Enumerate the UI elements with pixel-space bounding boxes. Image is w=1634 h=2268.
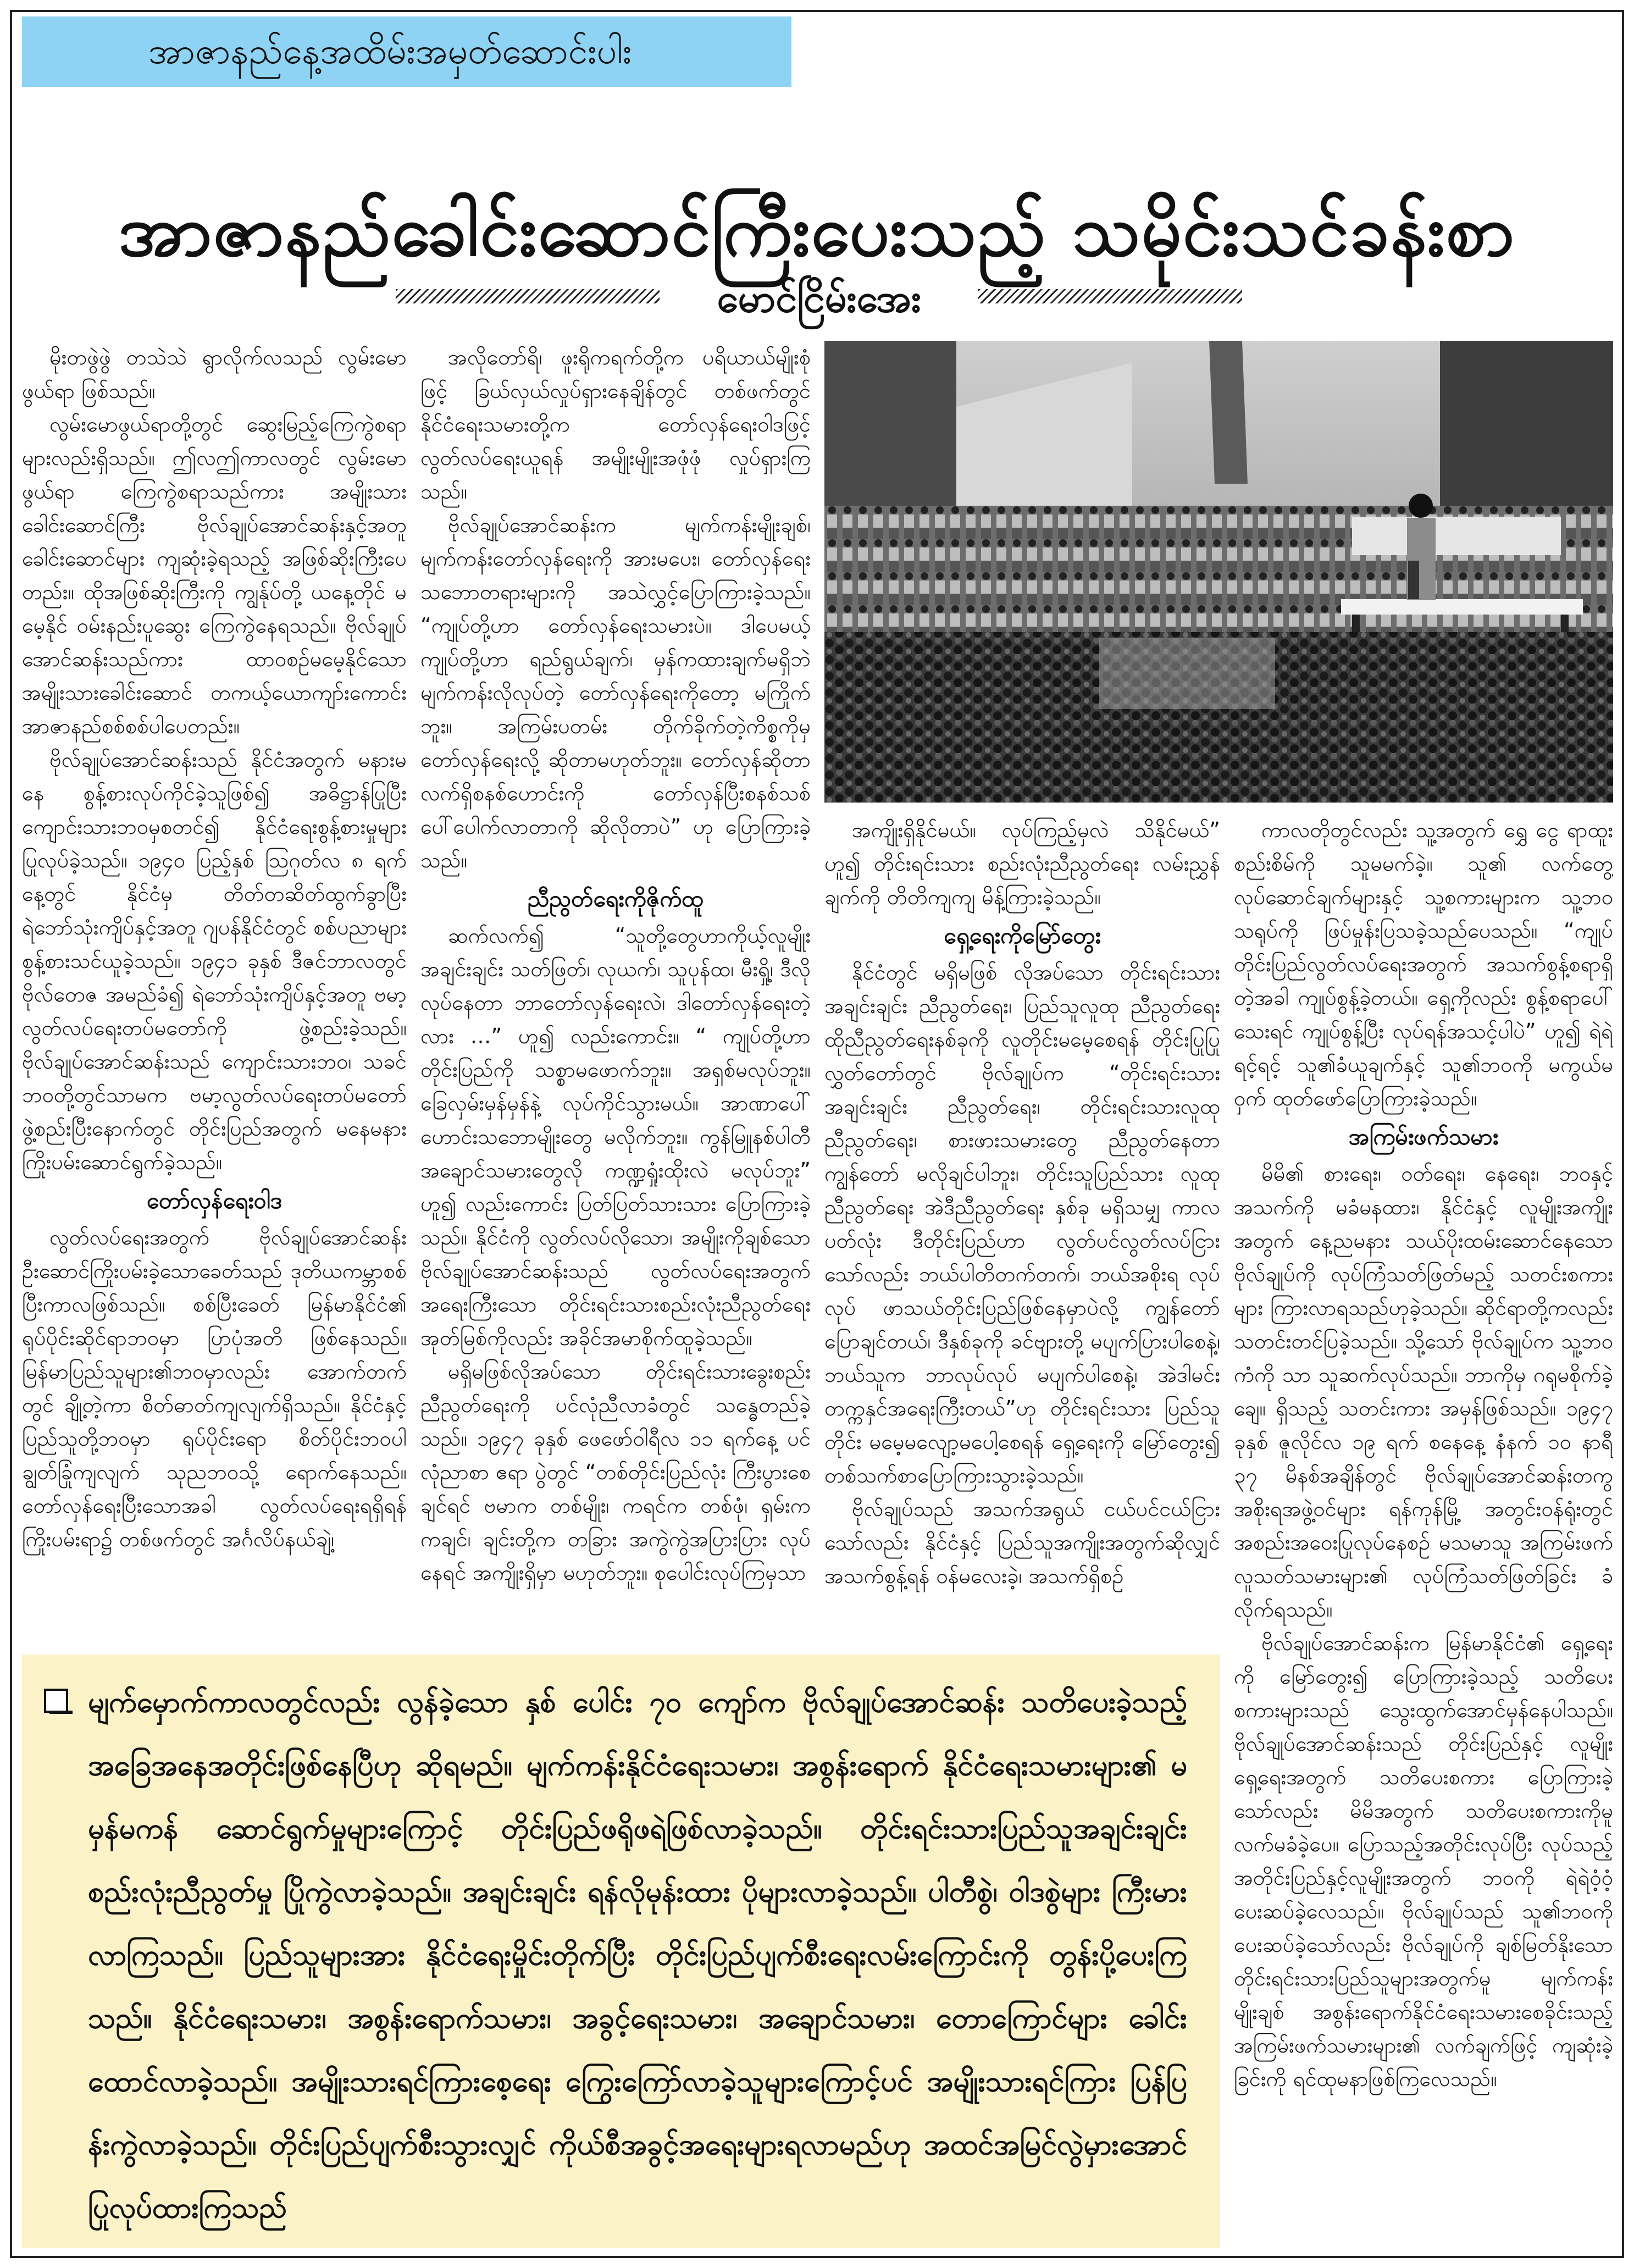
paragraph: အကျိုးရှိနိုင်မယ်။ လုပ်ကြည့်မှလဲ သိနိုင်မယ်” ဟူ၍ တိုင်းရင်းသား စည်းလုံးညီညွတ်ရေး လမ်းညွှန်ချက်ကို တိတိကျကျ မိန့်ကြားခဲ့သည်။ <box>824 818 1220 909</box>
column-2 <box>420 341 811 1649</box>
column-4 <box>1234 814 1613 2237</box>
paragraph: မိမိ၏ စားရေး၊ ဝတ်ရေး၊ နေရေး၊ ဘဝနှင့် အသက်ကို မခံမနထား၊ နိုင်ငံနှင့် လူမျိုးအကျိုးအတွက် နေ့ညမနား သယ်ပိုးထမ်းဆောင်နေသော ဗိုလ်ချုပ်ကို လုပ်ကြံသတ်ဖြတ်မည့် သတင်းစကားများ ကြားလာရသည်ဟုခဲ့သည်။ ဆိုင်ရာတို့ကလည်း သတင်းတင်ပြခဲ့သည်။ သို့သော် ဗိုလ်ချုပ်က သူ့ဘဝကံကို သာ သူဆက်လုပ်သည်။ ဘာကိုမှ ဂရုမစိုက်ခဲ့ချေ။ ရှိသည့် သတင်းကား အမှန်ဖြစ်သည်။ ၁၉၄၇ ခုနှစ် ဇူလိုင်လ ၁၉ ရက် စနေနေ့ နံနက် ၁၀ နာရီ ၃၇ မိနစ်အချိန်တွင် ဗိုလ်ချုပ်အောင်ဆန်းတကွ အစိုးရအဖွဲ့ဝင်များ ရန်ကုန်မြို့ အတွင်းဝန်ရုံးတွင် အစည်းအဝေးပြုလုပ်နေစဉ် မသမာသူ အကြမ်းဖက် လူသတ်သမားများ၏ လုပ်ကြံသတ်ဖြတ်ခြင်း ခံလိုက်ရသည်။ <box>1234 1161 1613 1622</box>
historical-photo <box>824 341 1613 803</box>
paragraph: မရှိမဖြစ်လိုအပ်သော တိုင်းရင်းသားခွေးစည်း ညီညွတ်ရေးကို ပင်လုံညီလာခံတွင် သန္ဓေတည်ခဲ့သည်။ ၁၉၄၇ ခုနှစ် ဖေဖော်ဝါရီလ ၁၁ ရက်နေ့ ပင်လုံညာစာ ဧရာ ပွဲတွင် “တစ်တိုင်းပြည်လုံး ကြီးပွားစေချင်ရင် ဗမာက တစ်မျိုး၊ ကရင်က တစ်ဖုံ၊ ရှမ်းက ကချင်၊ ချင်းတို့က တခြား အကွဲကွဲအပြားပြား လုပ်နေရင် အကျိုးရှိမှာ မဟုတ်ဘူး။ စုပေါင်းလုပ်ကြမှသာ <box>420 1359 811 1585</box>
checkbox-bullet-icon <box>44 1689 68 1713</box>
ornament-left <box>396 289 660 303</box>
column-1 <box>22 341 407 1649</box>
paragraph: ဗိုလ်ချုပ်အောင်ဆန်းသည် နိုင်ငံအတွက် မနားမနေ စွန့်စားလုပ်ကိုင်ခဲ့သူဖြစ်၍ အဓိဋ္ဌာန်ပြုပြီး ကျောင်းသားဘဝမှစတင်၍ နိုင်ငံရေးစွန့်စားမှုများ ပြုလုပ်ခဲ့သည်။ ၁၉၄၀ ပြည့်နှစ် ဩဂုတ်လ ၈ ရက်နေ့တွင် နိုင်ငံမှ တိတ်တဆိတ်ထွက်ခွာပြီး ရဲဘော်သုံးကျိပ်နှင့်အတူ ဂျပန်နိုင်ငံတွင် စစ်ပညာများ စွန့်စားသင်ယူခဲ့သည်။ ၁၉၄၁ ခုနှစ် ဒီဇင်ဘာလတွင် ဗိုလ်တေဇ အမည်ခံ၍ ရဲဘော်သုံးကျိပ်နှင့်အတူ ဗမာ့လွတ်လပ်ရေးတပ်မတော်ကို ဖွဲ့စည်းခဲ့သည်။ ဗိုလ်ချုပ်အောင်ဆန်းသည် ကျောင်းသားဘဝ၊ သခင်ဘဝတို့တွင်သာမက ဗမာ့လွတ်လပ်ရေးတပ်မတော်ဖွဲ့စည်းပြီးနောက်တွင် တိုင်းပြည်အတွက် မနေမနား ကြိုးပမ်းဆောင်ရွက်ခဲ့သည်။ <box>22 748 407 1174</box>
pull-quote <box>22 1655 1220 2248</box>
series-tag: အာဇာနည်နေ့အထိမ်းအမှတ်ဆောင်းပါး <box>22 16 791 87</box>
paragraph: လွမ်းမောဖွယ်ရာတို့တွင် ဆွေးမြည့်ကြေကွဲစရာများလည်းရှိသည်။ ဤလဤကာလတွင် လွမ်းမောဖွယ်ရာ ကြေကွဲစရာသည်ကား အမျိုးသားခေါင်းဆောင်ကြီး ဗိုလ်ချုပ်အောင်ဆန်းနှင့်အတူ ခေါင်းဆောင်များ ကျဆုံးခဲ့ရသည့် အဖြစ်ဆိုးကြီးပေတည်း။ ထိုအဖြစ်ဆိုးကြီးကို ကျွန်ုပ်တို့ ယနေ့တိုင် မမေ့နိုင် ဝမ်းနည်းပူဆွေး ကြေကွဲနေရသည်။ ဗိုလ်ချုပ်အောင်ဆန်းသည်ကား ထာဝစဉ်မမေ့နိုင်သော အမျိုးသားခေါင်းဆောင် တကယ့်ယောကျာ်းကောင်း အာဇာနည်စစ်စစ်ပါပေတည်း။ <box>22 412 407 738</box>
paragraph: လွတ်လပ်ရေးအတွက် ဗိုလ်ချုပ်အောင်ဆန်း ဦးဆောင်ကြိုးပမ်းခဲ့သောခေတ်သည် ဒုတိယကမ္ဘာစစ်ပြီးကာလဖြစ်သည်။ စစ်ပြီးခေတ် မြန်မာနိုင်ငံ၏ ရုပ်ပိုင်းဆိုင်ရာဘဝမှာ ပြာပုံအတိ ဖြစ်နေသည်။ မြန်မာပြည်သူများ၏ဘဝမှာလည်း အောက်တက်တွင် ချို့တဲ့ကာ စိတ်ဓာတ်ကျလျက်ရှိသည်။ နိုင်ငံနှင့် ပြည်သူတို့ဘဝမှာ ရုပ်ပိုင်းရော စိတ်ပိုင်းဘဝပါ ချွတ်ခြုံကျလျက် သုညဘဝသို့ ရောက်နေသည်။ တော်လှန်ရေးပြီးသောအခါ လွတ်လပ်ရေးရရှိရန် ကြိုးပမ်းရာ၌ တစ်ဖက်တွင် အင်္ဂလိပ်နယ်ချဲ့၊ <box>22 1225 407 1551</box>
subheading: တော်လှန်ရေးဝါဒ <box>146 1187 283 1214</box>
subheading: ညီညွတ်ရေးကိုဇိုက်ထူ <box>528 886 704 912</box>
byline-row <box>396 268 1242 329</box>
paragraph: ဆက်လက်၍ “သူတို့တွေဟာကိုယ့်လူမျိုးအချင်းချင်း သတ်ဖြတ်၊ လုယက်၊ သူပုန်ထ၊ မီးရှို့၊ ဒီလိုလုပ်နေတာ ဘာတော်လှန်ရေးလဲ၊ ဒါတော်လှန်ရေးတဲ့လား …” ဟူ၍ လည်းကောင်း။ “ ကျုပ်တို့ဟာ တိုင်းပြည်ကို သစ္စာမဖောက်ဘူး။ အရှစ်မလုပ်ဘူး။ ခြေလှမ်းမှန်မှန်နဲ့ လုပ်ကိုင်သွားမယ်။ အာဏာပေါ်ဟောင်းသဘောမျိုးတွေ မလိုက်ဘူး။ ကွန်မြူနစ်ပါတီ အချောင်သမားတွေလို ကဏ္ဍရှုံးထိုးလဲ မလုပ်ဘူး” ဟူ၍ လည်းကောင်း ပြတ်ပြတ်သားသား ပြောကြားခဲ့သည်။ နိုင်ငံကို လွတ်လပ်လိုသော၊ အမျိုးကိုချစ်သော ဗိုလ်ချုပ်အောင်ဆန်းသည် လွတ်လပ်ရေးအတွက် အရေးကြီးသော တိုင်းရင်းသားစည်းလုံးညီညွတ်ရေး အုတ်မြစ်ကိုလည်း အခိုင်အမာစိုက်ထူခဲ့သည်။ <box>420 923 811 1350</box>
byline: မောင်ငြိမ်းအေး <box>717 276 921 321</box>
paragraph: မိုးတဖွဲဖွဲ တသဲသဲ ရွာလိုက်လသည် လွမ်းမောဖွယ်ရာ ဖြစ်သည်။ <box>22 345 407 403</box>
paragraph: ဗိုလ်ချုပ်သည် အသက်အရွယ် ငယ်ပင်ငယ်ငြား သော်လည်း နိုင်ငံနှင့် ပြည်သူအကျိုးအတွက်ဆိုလျှင် အသက်စွန့်ရန် ဝန်မလေးခဲ့၊ အသက်ရှိစဉ် <box>824 1497 1220 1588</box>
ornament-right <box>978 289 1242 303</box>
pull-quote-text: မျက်မှောက်ကာလတွင်လည်း လွန်ခဲ့သော နှစ် ပေါင်း ၇၀ ကျော်က ဗိုလ်ချုပ်အောင်ဆန်း သတိပေးခဲ့သည့် အခြေအနေအတိုင်းဖြစ်နေပြီဟု ဆိုရမည်။ မျက်ကန်းနိုင်ငံရေးသမား၊ အစွန်းရောက် နိုင်ငံရေးသမားများ၏ မမှန်မကန် ဆောင်ရွက်မှုများကြောင့် တိုင်းပြည်ဖရိုဖရဲဖြစ်လာခဲ့သည်။ တိုင်းရင်းသားပြည်သူအချင်းချင်း စည်းလုံးညီညွတ်မှု ပြိုကွဲလာခဲ့သည်။ အချင်းချင်း ရန်လိုမုန်းထား ပိုများလာခဲ့သည်။ ပါတီစွဲ၊ ဝါဒစွဲများ ကြီးမားလာကြသည်။ ပြည်သူများအား နိုင်ငံရေးမှိုင်းတိုက်ပြီး တိုင်းပြည်ပျက်စီးရေးလမ်းကြောင်းကို တွန်းပို့ပေးကြသည်။ နိုင်ငံရေးသမား၊ အစွန်းရောက်သမား၊ အခွင့်ရေးသမား၊ အချောင်သမား၊ တောကြောင်များ ခေါင်းထောင်လာခဲ့သည်။ အမျိုးသားရင်ကြားစေ့ရေး ကြွေးကြော်လာခဲ့သူများကြောင့်ပင် အမျိုးသားရင်ကြား ပြန်ပြန်းကွဲလာခဲ့သည်။ တိုင်းပြည်ပျက်စီးသွားလျှင် ကိုယ်စီအခွင့်အရေးများရလာမည်ဟု အထင်အမြင်လွဲမှားအောင် ပြုလုပ်ထားကြသည် <box>88 1686 1187 2225</box>
paragraph: ကာလတိုတွင်လည်း သူ့အတွက် ရွှေ ငွေ ရာထူး စည်းစိမ်ကို သူမမက်ခဲ့။ သူ၏ လက်တွေ့လုပ်ဆောင်ချက်များနှင့် သူ့စကားများက သူ့ဘဝ သရုပ်ကို ဖြပ်မှုန်းပြသခဲ့သည်ပေသည်။ “ကျုပ် တိုင်းပြည်လွတ်လပ်ရေးအတွက် အသက်စွန့်စရာရှိတဲ့အခါ ကျုပ်စွန့်ခဲ့တယ်။ ရှေ့ကိုလည်း စွန့်စရာပေါ်သေးရင် ကျုပ်စွန့်ပြီး လုပ်ရန်အသင့်ပါပဲ” ဟူ၍ ရဲရဲရင့်ရင့် သူ၏ခံယူချက်နှင့် သူ၏ဘဝကို မကွယ်မဝှက် ထုတ်ဖော်ပြောကြားခဲ့သည်။ <box>1234 818 1613 1110</box>
paragraph: အလိုတော်ရိ၊ ဖူးရိုကရက်တို့က ပရိယာယ်မျိုးစုံဖြင့် ခြယ်လှယ်လှုပ်ရှားနေချိန်တွင် တစ်ဖက်တွင် နိုင်ငံရေးသမားတို့က တော်လှန်ရေးဝါဒဖြင့် လွတ်လပ်ရေးယူရန် အမျိုးမျိုးအဖုံဖုံ လှုပ်ရှားကြသည်။ <box>420 345 811 504</box>
paragraph: ဗိုလ်ချုပ်အောင်ဆန်းက မြန်မာနိုင်ငံ၏ ရှေ့ရေး ကို မြော်တွေး၍ ပြောကြားခဲ့သည့် သတိပေးစကားများသည် သွေးထွက်အောင်မှန်နေပါသည်။ ဗိုလ်ချုပ်အောင်ဆန်းသည် တိုင်းပြည်နှင့် လူမျိုး ရှေ့ရေးအတွက် သတိပေးစကား ပြောကြားခဲ့သော်လည်း မိမိအတွက် သတိပေးစကားကိုမူ လက်မခံခဲ့ပေ။ ပြောသည့်အတိုင်းလုပ်ပြီး လုပ်သည့်အတိုင်းပြည်နှင့်လူမျိုးအတွက် ဘဝကို ရဲရဲဝံ့ဝံ့ ပေးဆပ်ခဲ့လေသည်။ ဗိုလ်ချုပ်သည် သူ၏ဘဝကို ပေးဆပ်ခဲ့သော်လည်း ဗိုလ်ချုပ်ကို ချစ်မြတ်နိုးသော တိုင်းရင်းသားပြည်သူများအတွက်မူ မျက်ကန်း မျိုးချစ် အစွန်းရောက်နိုင်ငံရေးသမားစေခိုင်းသည့် အကြမ်းဖက်သမားများ၏ လက်ချက်ဖြင့် ကျဆုံးခဲ့ခြင်းကို ရင်ထုမနာဖြစ်ကြလေသည်။ <box>1234 1631 1613 2091</box>
paragraph: နိုင်ငံတွင် မရှိမဖြစ် လိုအပ်သော တိုင်းရင်းသားအချင်းချင်း ညီညွတ်ရေး၊ ပြည်သူလူထု ညီညွတ်ရေးထိုညီညွတ်ရေးနစ်ခုကို လူတိုင်းမမေ့စေရန် တိုင်းပြုပြုလွှတ်တော်တွင် ဗိုလ်ချုပ်က “တိုင်းရင်းသားအချင်းချင်း ညီညွတ်ရေး၊ တိုင်းရင်းသားလူထုညီညွတ်ရေး၊ စားဖားသမားတွေ ညီညွတ်နေတာ ကျွန်တော် မလိုချင်ပါဘူး၊ တိုင်းသူပြည်သား လူထုညီညွတ်ရေး အဲဒီညီညွတ်ရေး နှစ်ခု မရှိသမျှ ကာလပတ်လုံး ဒီတိုင်းပြည်ဟာ လွတ်ပင်လွတ်လပ်ငြား သော်လည်း ဘယ်ပါတိတက်တက်၊ ဘယ်အစိုးရ လုပ်လုပ် ဖာသယ်တိုင်းပြည်ဖြစ်နေမှာပဲလို့ ကျွန်တော် ပြောချင်တယ်၊ ဒီနှစ်ခုကို ခင်ဗျားတို့ မပျက်ပြားပါစေနဲ့၊ ဘယ်သူက ဘာလုပ်လုပ် မပျက်ပါစေနဲ့၊ အဲဒါမင်းတက္ကနှင်အရေးကြီးတယ်”ဟု တိုင်းရင်းသား ပြည်သူတိုင်း မမေ့မလျော့မပေါ့စေရန် ရှေ့ရေးကို မြော်တွေး၍ တစ်သက်စာပြောကြားသွားခဲ့သည်။ <box>824 960 1220 1487</box>
column-3 <box>824 814 1220 1638</box>
paragraph: ဗိုလ်ချုပ်အောင်ဆန်းက မျက်ကန်းမျိုးချစ်၊ မျက်ကန်းတော်လှန်ရေးကို အားမပေး၊ တော်လှန်ရေးသဘောတရားများကို အသဲလွှင့်ပြောကြားခဲ့သည်။ “ကျုပ်တို့ဟာ တော်လှန်ရေးသမားပဲ။ ဒါပေမယ့် ကျုပ်တို့ဟာ ရည်ရွယ်ချက်၊ မှန်ကထားချက်မရှိဘဲ မျက်ကန်းလိုလုပ်တဲ့ တော်လှန်ရေးကိုတော့ မကြိုက်ဘူး။ အကြမ်းပတမ်း တိုက်ခိုက်တဲ့ကိစ္စကိုမှ တော်လှန်ရေးလို့ ဆိုတာမဟုတ်ဘူး။ တော်လှန်ဆိုတာ လက်ရှိစနစ်ဟောင်းကို တော်လှန်ပြီးစနစ်သစ် ပေါ်ပေါက်လာတာကို ဆိုလိုတာပဲ” ဟု ပြောကြားခဲ့သည်။ <box>420 513 811 872</box>
subheading: အကြမ်းဖက်သမား <box>1348 1124 1499 1150</box>
subheading: ရှေ့ရေးကိုမြော်တွေး <box>944 922 1101 949</box>
headline: အာဇာနည်ခေါင်းဆောင်ကြီးပေးသည့် သမိုင်းသင်ခန်းစာ <box>118 190 1516 272</box>
